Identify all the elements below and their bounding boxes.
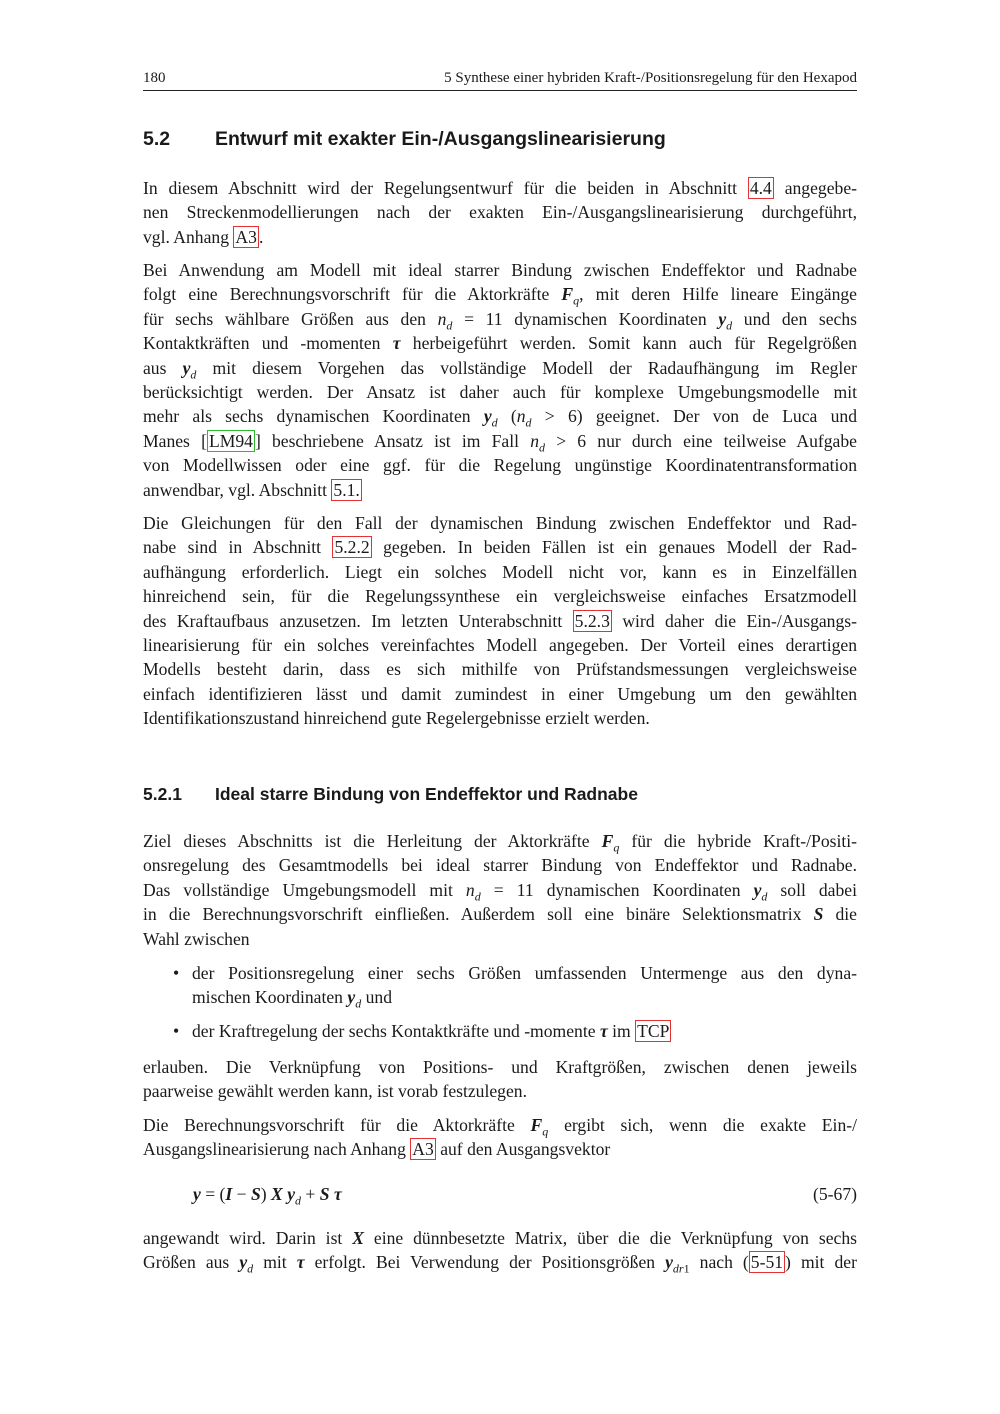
ref-section-5-1[interactable]: 5.1.	[333, 479, 360, 500]
subsection-title: Ideal starre Bindung von Endeffektor und Radnabe	[215, 784, 638, 804]
section-title: Entwurf mit exakter Ein-/Ausgangslinearisierung	[215, 128, 666, 150]
equation-body: y = (I − S) X $y_d + S$ τ	[193, 1184, 342, 1208]
subsection-number: 5.2.1	[143, 784, 182, 804]
bullet-icon: •	[173, 963, 180, 983]
paragraph-ideal-binding: Bei Anwendung am Modell mit ideal starrer Bindung zwischen Endeffektor und Radnabe folgt eine Berechnungsvorschrift für die Aktorkräfte $F_q$, mit deren Hilfe lineare Eingänge für sechs wählbare Größen aus den $n_d = 11$ dynamischen Koordinaten $y_d$ und den sechs Kontaktkräften und -momenten τ herbeigeführt werden. Somit kann auch für Regelgrößen aus $y_d$ mit diesem Vorgehen das vollständige Modell der Radaufhängung im Regler berücksichtigt werden. Der Ansatz ist daher auch für komplexe Umgebungsmodelle mit mehr als sechs dynamischen Koordinaten $y_d$ $(n_d > 6)$ geeignet. Der von de Luca und Manes [ LM94 ] beschriebene Ansatz ist im Fall $n_d > 6$ nur durch eine teilweise Aufgabe von Modellwissen oder eine ggf. für die Regelung ungünstige Koordinatentransformation anwendbar, vgl. Abschnitt 5.1.	[143, 260, 857, 500]
paragraph-dynamic-binding: Die Gleichungen für den Fall der dynamischen Bindung zwischen Endeffektor und Rad- nabe sind in Abschnitt 5.2.2 gegeben. In beiden Fällen ist ein genaues Modell der Rad- aufhängung erforderlich. Liegt ein solches Modell nicht vor, kann es in Einzelfällen hinreichend sein, für die Regelungssynthese ein vergleichsweise einfaches Ersatzmodell des Kraftaufbaus anzusetzen. Im letzten Unterabschnitt 5.2.3 wird daher die Ein-/Ausgangs- linearisierung für ein solches vereinfachtes Modell angegeben. Der Vorteil eines derartigen Modells besteht darin, dass es sich mithilfe von Prüfstandsmessungen vergleichsweise einfach identifizieren lässt und damit zumindest in einer Umgebung um den gewählten Identifikationszustand hinreichend gute Regelergebnisse erzielt werden.	[143, 513, 857, 729]
paragraph-goal: Ziel dieses Abschnitts ist die Herleitung der Aktorkräfte $F_q$ für die hybride Kraft-/Positi- onsregelung des Gesamtmodells bei ideal starrer Bindung von Endeffektor und Radnabe. Das vollständige Umgebungsmodell mit $n_d = 11$ dynamischen Koordinaten $y_d$ soll dabei in die Berechnungsvorschrift einfließen. Außerdem soll eine binäre Selektionsmatrix S die Wahl zwischen	[143, 831, 857, 949]
equation-number: (5-67)	[813, 1184, 857, 1204]
paragraph-computation: Die Berechnungsvorschrift für die Aktorkräfte $F_q$ ergibt sich, wenn die exakte Ein-/ Ausgangslinearisierung nach Anhang A3 auf den Ausgangsvektor	[143, 1115, 857, 1160]
paragraph-coupling: erlauben. Die Verknüpfung von Positions- und Kraftgrößen, zwischen denen jeweils paarweise gewählt werden kann, ist vorab festzulegen.	[143, 1057, 857, 1102]
subsection-heading	[143, 782, 857, 806]
running-header	[143, 68, 857, 88]
ref-tcp[interactable]: TCP	[637, 1021, 670, 1041]
ref-equation-5-51[interactable]: 5-51	[750, 1252, 784, 1273]
bullet-icon: •	[173, 1021, 180, 1041]
paragraph-intro: In diesem Abschnitt wird der Regelungsentwurf für die beiden in Abschnitt 4.4 angegebe- nen Streckenmodellierungen nach der exakten Ein-/Ausgangslinearisierung durchgeführt, vgl. Anhang A3 .	[143, 178, 857, 247]
ref-section-5-2-2[interactable]: 5.2.2	[334, 537, 370, 558]
document-page: 180 5 Synthese einer hybriden Kraft-/Positionsregelung für den Hexapod 5.2 Entwurf mit exakter Ein-/Ausgangslinearisierung In diesem Abschnitt wird der Regelungsentwurf für die beiden in Abschnitt 4.4 angegebe- nen Streckenmodellierungen nach der exakten Ein-/Ausgangslinearisierung durchgeführt, vgl. Anhang A3 . Bei Anwendung am Modell mit ideal starrer Bindung zwischen Endeffektor und Radnabe folgt eine Berechnungsvorschrift für die Aktorkräfte $F_q$, mit deren Hilfe lineare Eingänge für sechs wählbare Größen aus den $n_d = 11$ dynamischen Koordinaten $y_d$ und den sechs Kontaktkräften und -momenten τ herbeigeführt werden. Somit kann auch für Regelgrößen aus $y_d$ mit diesem Vorgehen das vollständige Modell der Radaufhängung im Regler berücksichtigt werden. Der Ansatz ist daher auch für komplexe Umgebungsmodelle mit mehr als sechs dynamischen Koordinaten $y_d$ $(n_d > 6)$ geeignet. Der von de Luca und Manes [ LM94 ] beschriebene Ansatz ist im Fall $n_d > 6$ nur durch eine teilweise Aufgabe von Modellwissen oder eine ggf. für die Regelung ungünstige Koordinatentransformation anwendbar, vgl. Abschnitt 5.1. Die Gleichungen für den Fall der dynamischen Bindung zwischen Endeffektor und Rad- nabe sind in Abschnitt 5.2.2 gegeben. In beiden Fällen ist ein genaues Modell der Rad- aufhängung erforderlich. Liegt ein solches Modell nicht vor, kann es in Einzelfällen hinreichend sein, für die Regelungssynthese ein vergleichsweise einfaches Ersatzmodell des Kraftaufbaus anzusetzen. Im letzten Unterabschnitt 5.2.3 wird daher die Ein-/Ausgangs- linearisierung für ein solches vereinfachtes Modell angegeben. Der Vorteil eines derartigen Modells besteht darin, dass es sich mithilfe von Prüfstandsmessungen vergleichsweise einfach identifizieren lässt und damit zumindest in einer Umgebung um den gewählten Identifikationszustand hinreichend gute Regelergebnisse erzielt werden. 5.2.1 Ideal starre Bindung von Endeffektor und Radnabe Ziel dieses Abschnitts ist die Herleitung der Aktorkräfte $F_q$ für die hybride Kraft-/Positi- onsregelung des Gesamtmodells bei ideal starrer Bindung von Endeffektor und Radnabe. Das vollständige Umgebungsmodell mit $n_d = 11$ dynamischen Koordinaten $y_d$ soll dabei in die Berechnungsvorschrift einfließen. Außerdem soll eine binäre Selektionsmatrix S die Wahl zwischen • der Positionsregelung einer sechs Größen umfassenden Untermenge aus den dyna- mischen Koordinaten $y_d$ und • der Kraftregelung der sechs Kontaktkräfte und -momente τ im TCP erlauben. Die Verknüpfung von Positions- und Kraftgrößen, zwischen denen jeweils paarweise gewählt werden kann, ist vorab festzulegen. Die Berechnungsvorschrift für die Aktorkräfte $F_q$ ergibt sich, wenn die exakte Ein-/ Ausgangslinearisierung nach Anhang A3 auf den Ausgangsvektor y = (I − S) X $y_d + S$ τ (5-67) angewandt wird. Darin ist X eine dünnbesetzte Matrix, über die die Verknüpfung von sechs Größen aus $y_d$ mit τ erfolgt. Bei Verwendung der Positionsgrößen $y_{dr1}$ nach ( 5-51 ) mit der	[143, 70, 857, 1276]
running-title: 5 Synthese einer hybriden Kraft-/Positionsregelung für den Hexapod	[444, 70, 857, 86]
ref-section-5-2-3[interactable]: 5.2.3	[574, 610, 610, 631]
page-number: 180	[143, 70, 166, 86]
ref-appendix-a3[interactable]: A3	[235, 226, 257, 247]
ref-section-4-4[interactable]: 4.4	[749, 178, 772, 198]
ref-appendix-a3[interactable]: A3	[412, 1139, 434, 1160]
citation-lm94[interactable]: LM94	[208, 430, 253, 451]
equation-5-67	[193, 1182, 857, 1207]
section-heading	[143, 126, 857, 152]
header-rule	[143, 90, 857, 91]
paragraph-matrix: angewandt wird. Darin ist X eine dünnbesetzte Matrix, über die die Verknüpfung von sechs Größen aus $y_d$ mit τ erfolgt. Bei Verwendung der Positionsgrößen $y_{dr1}$ nach ( 5-51 ) mit der	[143, 1228, 857, 1276]
section-number: 5.2	[143, 128, 171, 150]
